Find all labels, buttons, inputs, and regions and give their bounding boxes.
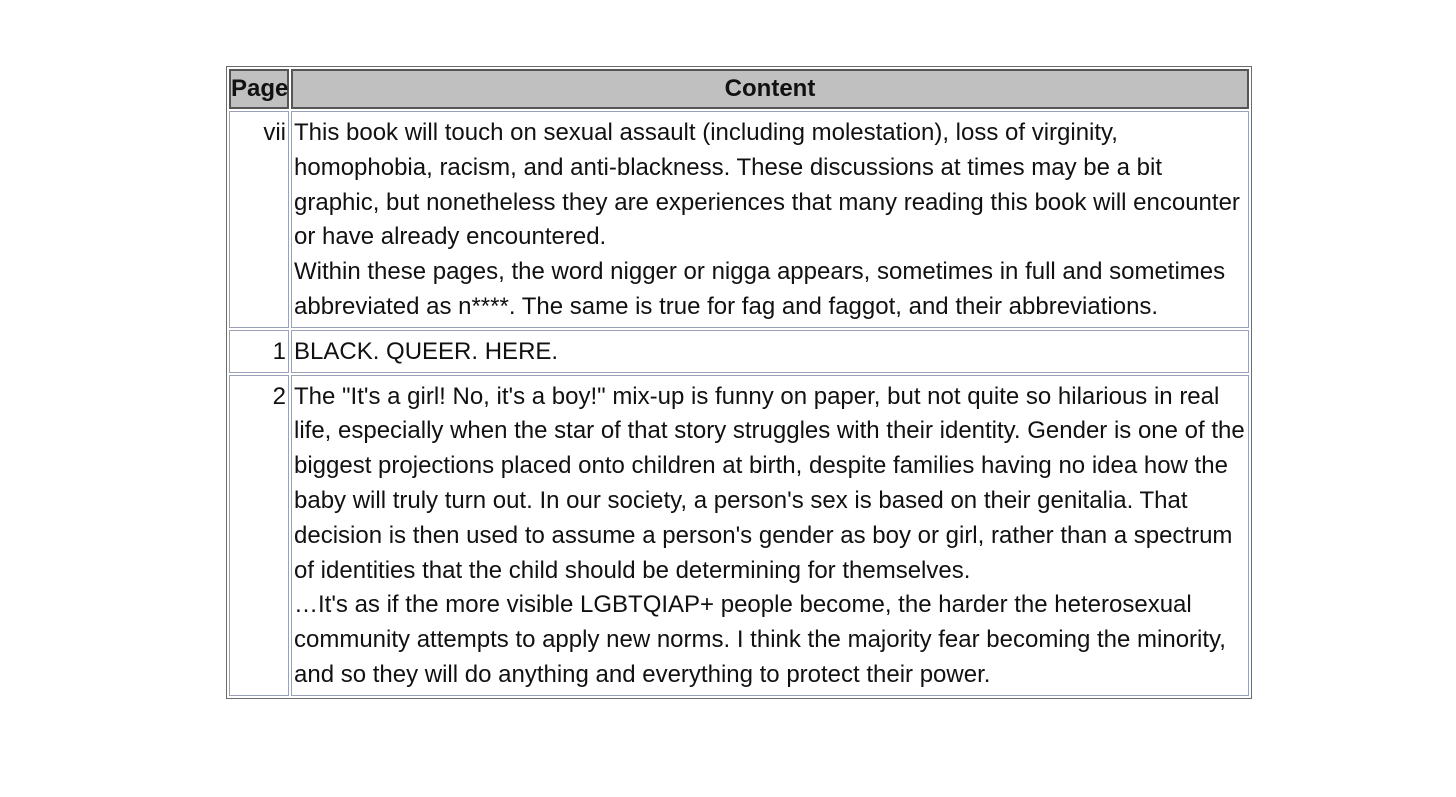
content-cell [291,375,1249,696]
content-column-header: Content [291,69,1249,109]
content-paragraph: BLACK. QUEER. HERE. [294,337,559,365]
content-cell [291,330,1249,373]
page-number-cell: 2 [229,375,289,696]
content-table [226,66,1252,699]
table-row [229,375,1249,696]
content-paragraph: …It's as if the more visible LGBTQIAP+ people become, the harder the heterosexual community attempts to apply new norms. I think the majority fear becoming the minority, and so they will do anything and everything to protect their power. [294,591,1226,688]
content-paragraph: The "It's a girl! No, it's a boy!" mix-up is funny on paper, but not quite so hilarious in real life, especially when the star of that story struggles with their identity. Gender is one of the biggest projections placed onto children at birth, despite families having no idea how the baby will truly turn out. In our society, a person's sex is based on their genitalia. That decision is then used to assume a person's gender as boy or girl, rather than a spectrum of identities that the child should be determining for themselves. [294,382,1245,584]
content-cell [291,111,1249,328]
content-paragraph: Within these pages, the word nigger or nigga appears, sometimes in full and sometimes abbreviated as n****. The same is true for fag and faggot, and their abbreviations. [294,258,1226,320]
table-row [229,111,1249,328]
page-number-cell: 1 [229,330,289,373]
content-paragraph: This book will touch on sexual assault (including molestation), loss of virginity, homophobia, racism, and anti-blackness. These discussions at times may be a bit graphic, but nonetheless they are experiences that many reading this book will encounter or have already encountered. [294,119,1240,251]
table-row [229,330,1249,373]
header-row [229,69,1249,109]
page-column-header: Page [229,69,289,109]
page-number-cell: vii [229,111,289,328]
